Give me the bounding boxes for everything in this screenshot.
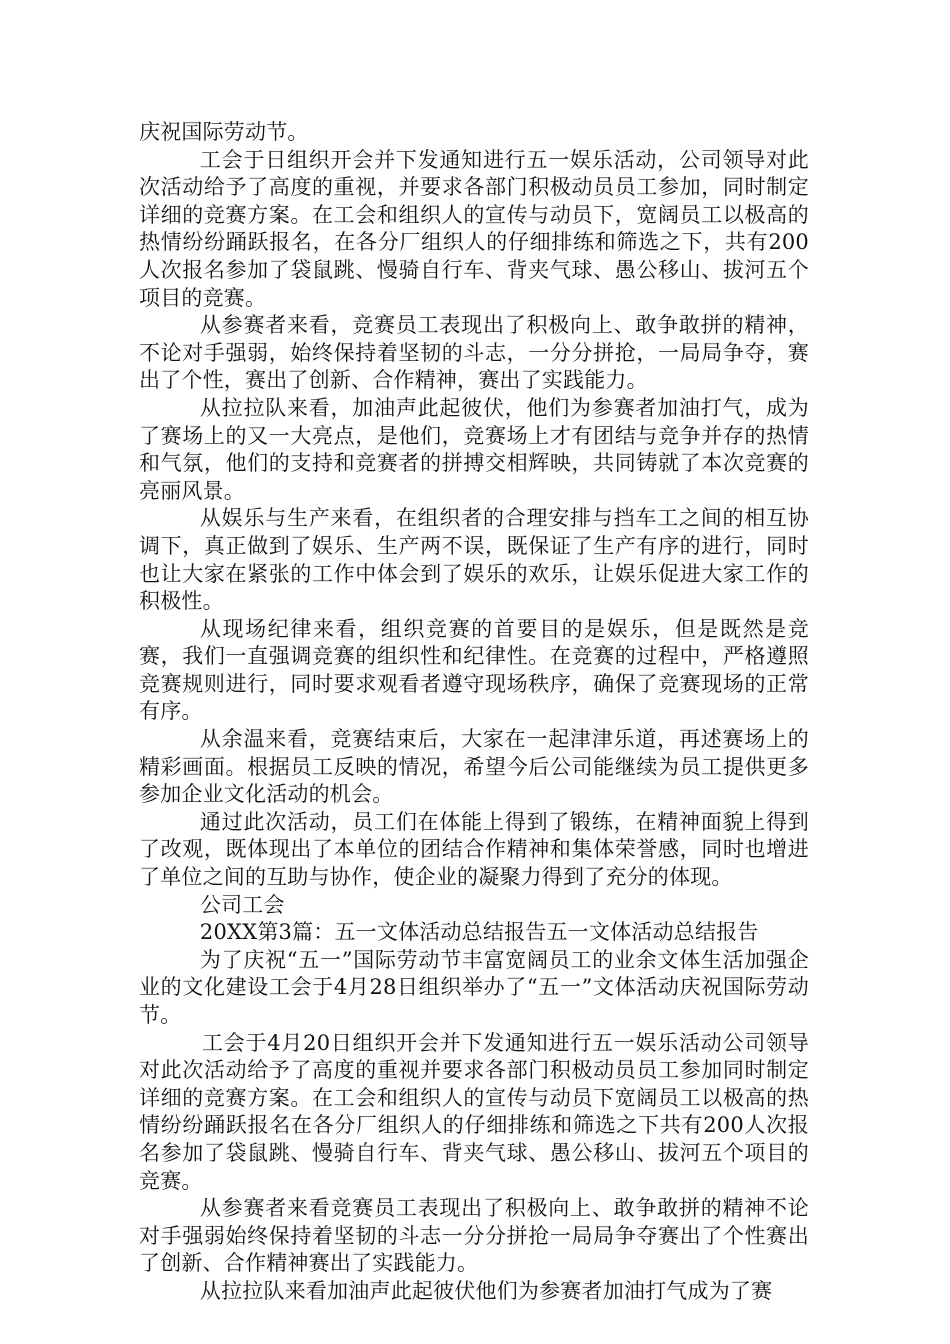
signature-line: 公司工会 — [199, 892, 285, 917]
paragraph: 从现场纪律来看，组织竞赛的首要目的是娱乐，但是既然是竞赛，我们一直强调竞赛的组织性和纪律性。在竞赛的过程中，严格遵照竞赛规则进行，同时要求观看者遵守现场秩序，确保了竞赛现场的正常有序。 — [139, 616, 809, 724]
paragraph: 从参赛者来看竞赛员工表现出了积极向上、敢争敢拼的精神不论对手强弱始终保持着坚韧的斗志一分分拼抢一局局争夺赛出了个性赛出了创新、合作精神赛出了实践能力。 — [139, 1196, 809, 1276]
paragraph: 从余温来看，竞赛结束后，大家在一起津津乐道，再述赛场上的精彩画面。根据员工反映的情况，希望今后公司能继续为员工提供更多参加企业文化活动的机会。 — [139, 727, 809, 807]
paragraph: 从拉拉队来看加油声此起彼伏他们为参赛者加油打气成为了赛 — [199, 1278, 773, 1303]
paragraph: 工会于日组织开会并下发通知进行五一娱乐活动，公司领导对此次活动给予了高度的重视，并要求各部门积极动员员工参加，同时制定详细的竞赛方案。在工会和组织人的宣传与动员下，宽阔员工以极高的热情纷纷踊跃报名，在各分厂组织人的仔细排练和筛选之下，共有200人次报名参加了袋鼠跳、慢骑自行车、背夹气球、愚公移山、拔河五个项目的竞赛。 — [139, 147, 809, 310]
paragraph: 从娱乐与生产来看，在组织者的合理安排与挡车工之间的相互协调下，真正做到了娱乐、生产两不误，既保证了生产有序的进行，同时也让大家在紧张的工作中体会到了娱乐的欢乐，让娱乐促进大家工作的积极性。 — [139, 506, 809, 614]
paragraph: 通过此次活动，员工们在体能上得到了锻练，在精神面貌上得到了改观，既体现出了本单位的团结合作精神和集体荣誉感，同时也增进了单位之间的互助与协作，使企业的凝聚力得到了充分的体现。 — [139, 809, 809, 890]
paragraph: 庆祝国际劳动节。 — [139, 120, 309, 144]
paragraph: 为了庆祝“五一”国际劳动节丰富宽阔员工的业余文体生活加强企业的文化建设工会于4月28日组织举办了“五一”文体活动庆祝国际劳动节。 — [139, 947, 809, 1027]
paragraph: 从参赛者来看，竞赛员工表现出了积极向上、敢争敢拼的精神，不论对手强弱，始终保持着坚韧的斗志，一分分拼抢，一局局争夺，赛出了个性，赛出了创新、合作精神，赛出了实践能力。 — [139, 313, 809, 393]
paragraph: 从拉拉队来看，加油声此起彼伏，他们为参赛者加油打气，成为了赛场上的又一大亮点，是他们，竞赛场上才有团结与竞争并存的热情和气氛，他们的支持和竞赛者的拼搏交相辉映，共同铸就了本次竞赛的亮丽风景。 — [139, 395, 809, 503]
document-body — [139, 119, 809, 1306]
section-heading: 20XX第3篇：五一文体活动总结报告五一文体活动总结报告 — [199, 920, 759, 945]
paragraph: 工会于4月20日组织开会并下发通知进行五一娱乐活动公司领导对此次活动给予了高度的重视并要求各部门积极动员员工参加同时制定详细的竞赛方案。在工会和组织人的宣传与动员下宽阔员工以极高的热情纷纷踊跃报名在各分厂组织人的仔细排练和筛选之下共有200人次报名参加了袋鼠跳、慢骑自行车、背夹气球、愚公移山、拔河五个项目的竞赛。 — [139, 1030, 809, 1193]
